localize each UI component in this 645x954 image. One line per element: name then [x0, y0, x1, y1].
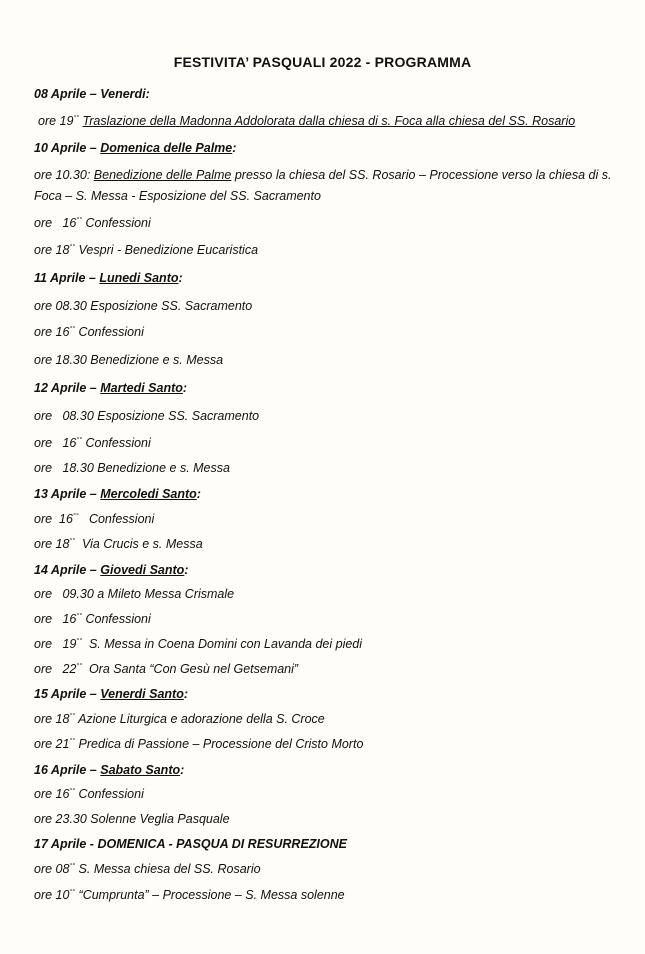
time-superscript: °° [69, 863, 76, 870]
day-name: Venerdi Santo [100, 687, 184, 701]
day-name: Lunedi Santo [99, 271, 179, 285]
event-text: Confessioni [82, 216, 151, 230]
day-name: Giovedi Santo [100, 563, 185, 577]
time-superscript: °° [76, 613, 82, 620]
event-text: Solenne Veglia Pasquale [86, 812, 230, 826]
event-time: ore 18 [34, 537, 70, 551]
event-text: Benedizione e s. Messa [93, 461, 230, 475]
event-line [34, 709, 624, 730]
day-heading: 14 Aprile – Giovedi Santo: [34, 563, 189, 577]
event-line [34, 859, 624, 880]
time-superscript: °° [69, 538, 76, 545]
event-text: Confessioni [82, 436, 151, 450]
event-text: Predica di Passione – Processione del Cristo Morto [75, 737, 364, 751]
event-text: Ora Santa “Con Gesù nel Getsemani” [82, 662, 299, 676]
event-time: ore 23.30 [34, 812, 87, 826]
day-date: 17 Aprile - DOMENICA - PASQUA DI RESURREZIONE [34, 837, 347, 851]
event-line [34, 584, 624, 605]
time-superscript: °° [69, 326, 76, 333]
day-date: 11 Aprile – [34, 271, 96, 285]
day-name: Sabato Santo [100, 763, 181, 777]
event-line [34, 213, 624, 234]
event-line [34, 534, 624, 555]
event-line [38, 111, 628, 132]
event-time: ore 22 [34, 662, 77, 676]
event-text: Esposizione SS. Sacramento [86, 299, 253, 313]
event-time: ore 18.30 [34, 461, 94, 475]
event-time: ore 16 [34, 436, 77, 450]
event-text: Confessioni [82, 612, 151, 626]
event-text: Vespri - Benedizione Eucaristica [75, 243, 259, 257]
time-superscript: °° [76, 638, 82, 645]
event-line [34, 165, 614, 207]
event-time: ore 16 [34, 325, 70, 339]
event-line [34, 784, 624, 805]
day-date: 16 Aprile – [34, 763, 97, 777]
day-date: 14 Aprile – [34, 563, 97, 577]
event-title-underlined: Benedizione delle Palme [93, 168, 232, 182]
time-superscript: °° [69, 244, 76, 251]
day-name: Venerdi: [100, 87, 150, 101]
event-time: ore 16 [34, 512, 73, 526]
event-line [34, 609, 624, 630]
day-date: 13 Aprile – [34, 487, 97, 501]
event-text: S. Messa chiesa del SS. Rosario [75, 862, 261, 876]
event-line [34, 634, 624, 655]
event-text: S. Messa in Coena Domini con Lavanda dei piedi [82, 637, 363, 651]
event-text: Benedizione e s. Messa [86, 353, 224, 367]
event-time: ore 21 [34, 737, 70, 751]
event-time: ore 18 [34, 712, 70, 726]
day-date: 10 Aprile – [34, 141, 97, 155]
time-superscript: °° [69, 738, 76, 745]
day-heading: 13 Aprile – Mercoledi Santo: [34, 487, 201, 501]
time-superscript: °° [73, 115, 80, 122]
event-line [34, 322, 624, 343]
event-time: ore 19 [34, 637, 77, 651]
event-line [34, 734, 624, 755]
event-line [34, 509, 624, 530]
event-text: a Mileto Messa Crismale [93, 587, 235, 601]
event-time: ore 16 [34, 216, 77, 230]
day-date: 15 Aprile – [34, 687, 97, 701]
event-time: ore 08 [34, 862, 70, 876]
event-time: ore 08.30 [34, 409, 94, 423]
event-text: Confessioni [75, 787, 144, 801]
event-text: “Cumprunta” – Processione – S. Messa solenne [75, 888, 345, 902]
event-text: Confessioni [78, 512, 155, 526]
day-name: Domenica delle Palme [100, 141, 233, 155]
time-superscript: °° [69, 889, 76, 896]
time-superscript: °° [72, 513, 79, 520]
event-line [34, 240, 624, 261]
event-line [34, 885, 624, 906]
event-line [34, 350, 624, 371]
time-superscript: °° [69, 713, 76, 720]
event-line [34, 659, 624, 680]
event-text: presso la chiesa del SS. Rosario – Processione verso la chiesa di s. Foca – S. Messa - Esposizione del SS. Sacramento [34, 168, 612, 203]
event-title-underlined: Traslazione della Madonna Addolorata dalla chiesa di s. Foca alla chiesa del SS. Rosario [82, 114, 576, 128]
time-superscript: °° [76, 663, 82, 670]
event-line [34, 296, 624, 317]
event-time: ore 16 [34, 787, 70, 801]
event-text: Azione Liturgica e adorazione della S. Croce [75, 712, 325, 726]
event-line [34, 406, 624, 427]
event-time: ore 10 [34, 888, 70, 902]
event-text: Esposizione SS. Sacramento [93, 409, 260, 423]
day-heading: 12 Aprile – Martedi Santo: [34, 381, 188, 395]
day-name: Martedi Santo [100, 381, 183, 395]
event-time: ore 19 [38, 114, 74, 128]
event-text: Via Crucis e s. Messa [75, 537, 203, 551]
day-heading: 10 Aprile – Domenica delle Palme: [34, 141, 237, 155]
day-heading: 11 Aprile – Lunedi Santo: [34, 271, 183, 285]
event-line [34, 433, 624, 454]
day-heading: 16 Aprile – Sabato Santo: [34, 763, 185, 777]
day-heading: 15 Aprile – Venerdi Santo: [34, 687, 189, 701]
event-time: ore 09.30 [34, 587, 94, 601]
day-date: 12 Aprile – [34, 381, 97, 395]
event-text: Confessioni [75, 325, 144, 339]
event-time: ore 16 [34, 612, 77, 626]
time-superscript: °° [76, 217, 82, 224]
event-time: ore 10.30: [34, 168, 91, 182]
page-title: FESTIVITA’ PASQUALI 2022 - PROGRAMMA [173, 54, 472, 70]
event-line [34, 458, 624, 479]
event-line [34, 809, 624, 830]
time-superscript: °° [69, 788, 76, 795]
event-time: ore 18.30 [34, 353, 87, 367]
event-time: ore 08.30 [34, 299, 87, 313]
day-name: Mercoledi Santo [100, 487, 197, 501]
event-time: ore 18 [34, 243, 70, 257]
day-heading [34, 834, 624, 855]
day-date: 08 Aprile – [34, 87, 97, 101]
day-heading [34, 84, 624, 105]
time-superscript: °° [76, 437, 82, 444]
